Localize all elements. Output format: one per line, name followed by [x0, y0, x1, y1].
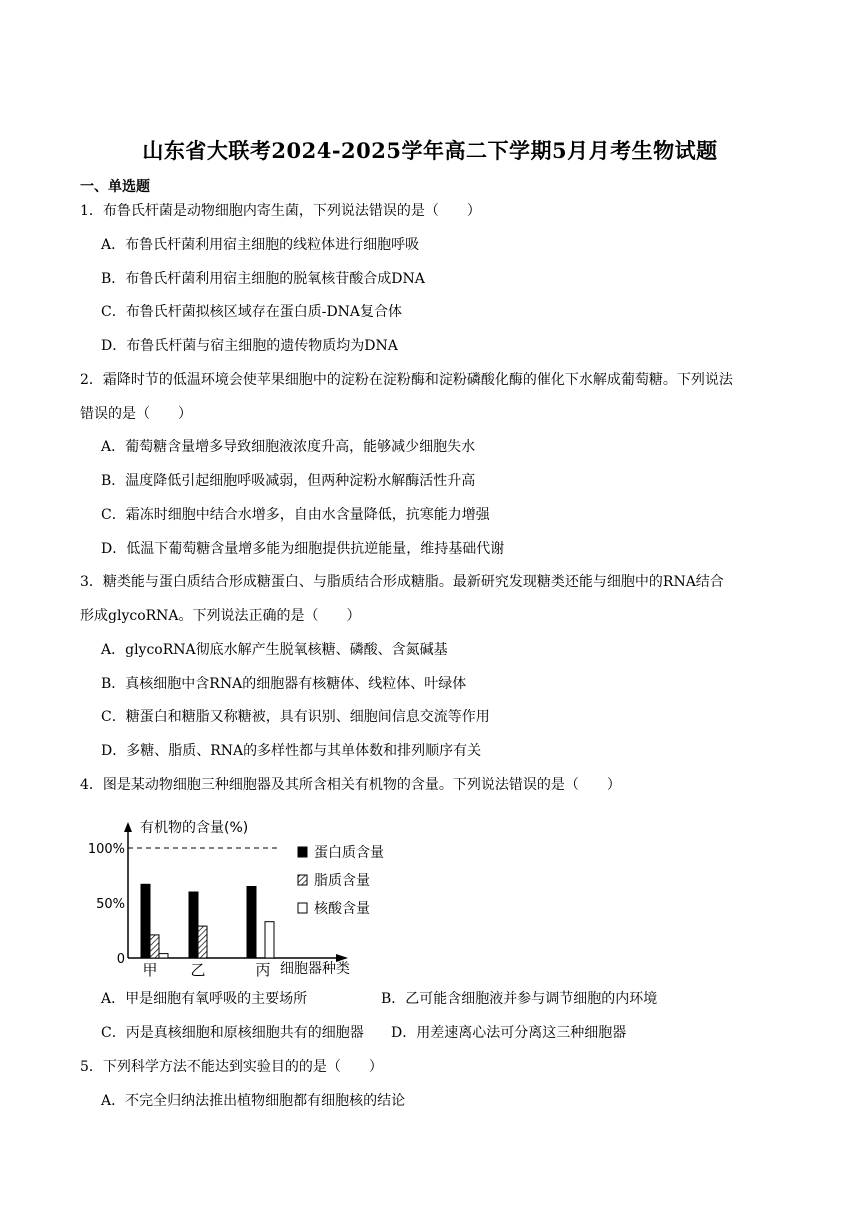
question-2-option-c: C．霜冻时细胞中结合水增多，自由水含量降低，抗寒能力增强: [101, 507, 490, 523]
y-axis-arrow: [124, 822, 132, 832]
page-title: 山东省大联考2024-2025学年高二下学期5月月考生物试题: [142, 138, 718, 163]
x-axis-label: 细胞器种类: [280, 961, 350, 977]
question-5-option-a: A．不完全归纳法推出植物细胞都有细胞核的结论: [101, 1093, 406, 1109]
question-4-option-c: C．丙是真核细胞和原核细胞共有的细胞器: [101, 1025, 364, 1041]
question-5-stem: 5．下列科学方法不能达到实验目的的是（ ）: [80, 1059, 383, 1075]
question-1-option-b: B．布鲁氏杆菌利用宿主细胞的脱氧核苷酸合成DNA: [101, 271, 425, 287]
bar-蛋白质含量: [141, 884, 150, 958]
question-4-option-b: B．乙可能含细胞液并参与调节细胞的内环境: [381, 991, 658, 1007]
question-2-option-d: D．低温下葡萄糖含量增多能为细胞提供抗逆能量，维持基础代谢: [101, 541, 505, 557]
question-3-stem-line-1: 3．糖类能与蛋白质结合形成糖蛋白、与脂质结合形成糖脂。最新研究发现糖类还能与细胞中的RNA结合: [80, 574, 724, 590]
legend-label: 核酸含量: [314, 901, 370, 917]
question-4-stem: 4．图是某动物细胞三种细胞器及其所含相关有机物的含量。下列说法错误的是（ ）: [80, 777, 621, 793]
legend-swatch: [298, 875, 307, 885]
legend-label: 蛋白质含量: [314, 845, 384, 861]
question-1-option-c: C．布鲁氏杆菌拟核区域存在蛋白质-DNA复合体: [101, 304, 403, 320]
y-tick-label: 50%: [96, 897, 125, 912]
question-1-option-a: A．布鲁氏杆菌利用宿主细胞的线粒体进行细胞呼吸: [101, 237, 420, 253]
question-2-option-a: A．葡萄糖含量增多导致细胞液浓度升高，能够减少细胞失水: [101, 439, 476, 455]
legend-swatch: [298, 847, 307, 857]
question-4-option-d: D．用差速离心法可分离这三种细胞器: [391, 1025, 627, 1041]
bar-蛋白质含量: [189, 892, 198, 958]
question-1-stem: 1．布鲁氏杆菌是动物细胞内寄生菌，下列说法错误的是（ ）: [80, 203, 481, 219]
question-3-option-d: D．多糖、脂质、RNA的多样性都与其单体数和排列顺序有关: [101, 743, 482, 759]
bar-脂质含量: [150, 935, 159, 958]
bar-蛋白质含量: [247, 887, 256, 959]
bar-核酸含量: [159, 954, 168, 958]
organelle-content-bar-chart: [87, 812, 418, 982]
x-tick-label: 丙: [255, 961, 271, 979]
question-2-option-b: B．温度降低引起细胞呼吸减弱，但两种淀粉水解酶活性升高: [101, 473, 476, 489]
question-2-stem-line-1: 2．霜降时节的低温环境会使苹果细胞中的淀粉在淀粉酶和淀粉磷酸化酶的催化下水解成葡萄糖。下列说法: [80, 372, 733, 388]
x-tick-label: 乙: [190, 961, 206, 979]
bar-脂质含量: [198, 926, 207, 958]
legend-label: 脂质含量: [314, 873, 370, 889]
y-tick-label: 100%: [87, 842, 125, 857]
question-1-option-d: D．布鲁氏杆菌与宿主细胞的遗传物质均为DNA: [101, 338, 398, 354]
question-3-option-c: C．糖蛋白和糖脂又称糖被，具有识别、细胞间信息交流等作用: [101, 709, 490, 725]
y-tick-label: 0: [116, 952, 125, 967]
x-tick-label: 甲: [142, 961, 158, 979]
legend-swatch: [298, 903, 307, 913]
question-3-option-a: A．glycoRNA彻底水解产生脱氧核糖、磷酸、含氮碱基: [101, 642, 448, 658]
bar-核酸含量: [265, 922, 274, 958]
question-4-option-a: A．甲是细胞有氧呼吸的主要场所: [101, 991, 308, 1007]
question-2-stem-line-2: 错误的是（ ）: [80, 406, 192, 422]
y-axis-label: 有机物的含量(%): [140, 820, 249, 836]
question-3-stem-line-2: 形成glycoRNA。下列说法正确的是（ ）: [80, 608, 361, 624]
question-3-option-b: B．真核细胞中含RNA的细胞器有核糖体、线粒体、叶绿体: [101, 676, 467, 692]
section-heading: 一、单选题: [80, 179, 150, 195]
